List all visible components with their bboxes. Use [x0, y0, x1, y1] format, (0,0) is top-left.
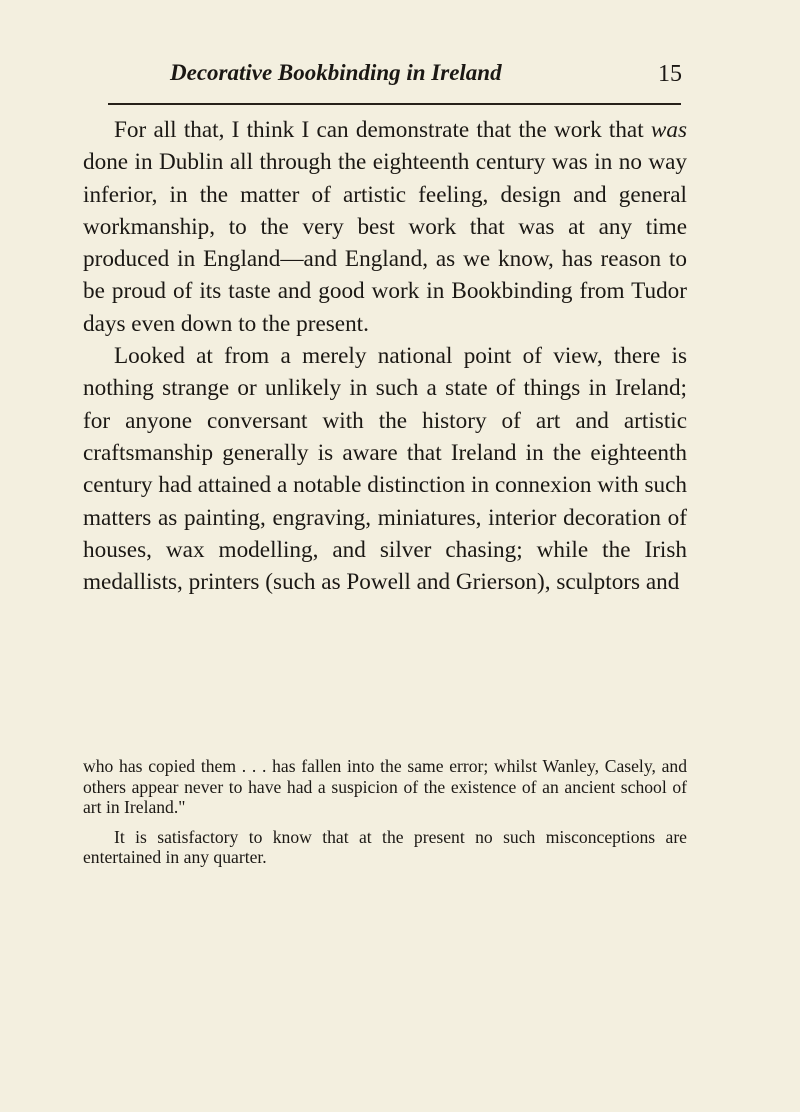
- paragraph-2: Looked at from a merely national point of view, there is nothing strange or unlikely in such a state of things in Ireland; for anyone conversant with the history of art and artistic craftsmanship generally is aware that Ireland in the eighteenth century had attained a notable distinction in connexion with such matters as painting, engraving, miniatures, interior decoration of houses, wax modelling, and silver chasing; while the Irish medallists, printers (such as Powell and Grierson), sculptors and: [83, 343, 687, 596]
- running-title: Decorative Bookbinding in Ireland: [170, 60, 502, 85]
- paragraph-1-end: done in Dublin all through the eighteenth century was in no way inferior, in the matter of artistic feeling, design and general workmanship, to the very best work that was at any time produced in England—and England, as we know, has reason to be proud of its taste and good work in Bookbinding from Tudor days even down to the present.: [83, 149, 687, 337]
- footnote-quote-continuation: who has copied them . . . has fallen into the same error; whilst Wanley, Casely, and others appear never to have had a suspicion of the existence of an ancient school of art in Ireland.": [83, 756, 687, 817]
- page-header: [108, 60, 682, 94]
- paragraph-1: [83, 114, 687, 340]
- footnote: [83, 756, 687, 868]
- paragraph-1-start: For all that, I think I can demonstrate that the work that: [114, 117, 651, 143]
- main-text: [83, 114, 687, 598]
- footnote-remark: It is satisfactory to know that at the present no such misconceptions are entertained in any quarter.: [83, 826, 687, 867]
- header-rule: [108, 103, 681, 105]
- page-number: 15: [658, 61, 682, 87]
- emphasized-word: was: [650, 117, 687, 143]
